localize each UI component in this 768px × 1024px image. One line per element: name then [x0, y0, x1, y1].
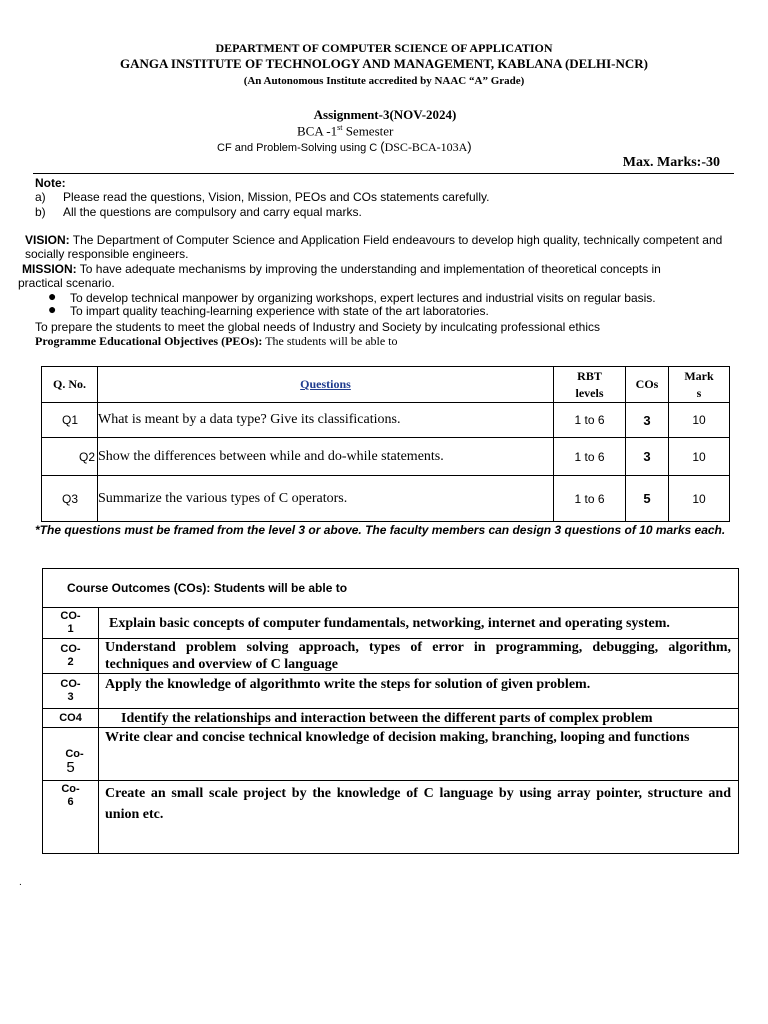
header-marks: Mark s [669, 367, 730, 403]
co-id: CO- 1 [43, 608, 99, 639]
co-row [43, 728, 739, 781]
co-row [43, 709, 739, 728]
rbt-level: 1 to 6 [554, 476, 626, 522]
peo-line: Programme Educational Objectives (PEOs): The students will be able to [35, 334, 398, 348]
mission-statement: MISSION: To have adequate mechanisms by improving the understanding and implementation of theoretical concepts in [22, 262, 661, 276]
co-row [43, 781, 739, 854]
question-text: Show the differences between while and do-while statements. [98, 438, 554, 476]
note-title: Note: [35, 176, 66, 190]
table-row [42, 438, 730, 476]
vision-statement: VISION: The Department of Computer Science and Application Field endeavours to develop high quality, technically competent and socially responsible engineers. [25, 233, 723, 261]
header-divider [33, 173, 734, 174]
department-title: DEPARTMENT OF COMPUTER SCIENCE OF APPLICATION [215, 41, 553, 55]
question-number: Q3 [42, 476, 98, 522]
footnote: *The questions must be framed from the level 3 or above. The faculty members can design 3 questions of 10 marks each. [35, 523, 726, 537]
question-number: Q2 [42, 438, 98, 476]
co-description: Identify the relationships and interaction between the different parts of complex problem [99, 709, 739, 728]
institute-name: GANGA INSTITUTE OF TECHNOLOGY AND MANAGEMENT, KABLANA (DELHI-NCR) [120, 56, 648, 71]
course-outcomes-table [42, 568, 739, 854]
co-description: Apply the knowledge of algorithmto write the steps for solution of given problem. [99, 674, 739, 709]
header-qno: Q. No. [42, 367, 98, 403]
table-row [42, 403, 730, 438]
table-row [42, 476, 730, 522]
co-value: 3 [626, 438, 669, 476]
stray-mark: . [19, 877, 22, 888]
co-id: Co- 5 [43, 728, 99, 781]
questions-table [41, 366, 730, 522]
co-description: Create an small scale project by the knowledge of C language by using array pointer, structure and union etc. [99, 781, 739, 854]
table-header-row [42, 367, 730, 403]
co-row [43, 639, 739, 674]
co-id: Co- 6 [43, 781, 99, 854]
question-number: Q1 [42, 403, 98, 438]
header-questions: Questions [98, 367, 554, 403]
co-header-row [43, 569, 739, 608]
co-row [43, 674, 739, 709]
co-id: CO- 3 [43, 674, 99, 709]
co-description: Write clear and concise technical knowledge of decision making, branching, looping and functions [99, 728, 739, 781]
marks-value: 10 [669, 438, 730, 476]
semester-line: BCA -1st Semester [297, 123, 394, 139]
co-row [43, 608, 739, 639]
rbt-level: 1 to 6 [554, 403, 626, 438]
assignment-title: Assignment-3(NOV-2024) [313, 107, 457, 122]
subject-code: DSC-BCA-103A [384, 140, 468, 154]
max-marks: Max. Marks:-30 [622, 155, 720, 170]
co-description: Understand problem solving approach, types of error in programming, debugging, algorithm, techniques and overview of C language [99, 639, 739, 674]
header-rbt: RBT levels [554, 367, 626, 403]
rbt-level: 1 to 6 [554, 438, 626, 476]
co-id: CO- 2 [43, 639, 99, 674]
accreditation-line: (An Autonomous Institute accredited by NAAC “A” Grade) [243, 75, 525, 87]
header-cos: COs [626, 367, 669, 403]
mission-statement-cont: practical scenario. [18, 276, 115, 290]
marks-value: 10 [669, 403, 730, 438]
co-description: Explain basic concepts of computer fundamentals, networking, internet and operating system. [99, 608, 739, 639]
subject-line: CF and Problem-Solving using C (DSC-BCA-103A) [217, 139, 472, 154]
co-value: 5 [626, 476, 669, 522]
co-header: Course Outcomes (COs): Students will be able to [43, 569, 739, 608]
question-text: Summarize the various types of C operators. [98, 476, 554, 522]
co-value: 3 [626, 403, 669, 438]
mission-prepare-line: To prepare the students to meet the global needs of Industry and Society by inculcating professional ethics [35, 320, 601, 334]
co-id: CO4 [43, 709, 99, 728]
question-text: What is meant by a data type? Give its classifications. [98, 403, 554, 438]
marks-value: 10 [669, 476, 730, 522]
